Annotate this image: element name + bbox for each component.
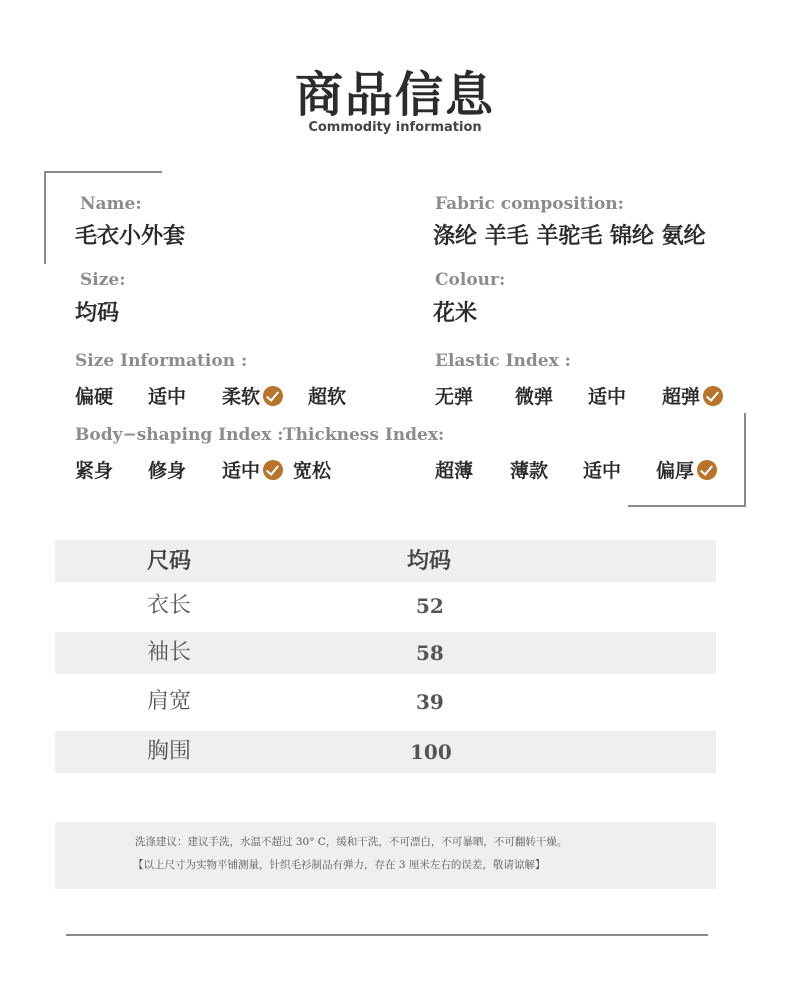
thickness-option: 薄款 bbox=[510, 460, 549, 482]
wash-instructions: 洗涤建议：建议手洗，水温不超过 30° C，缓和干洗，不可漂白，不可暴晒，不可翻转干燥。 bbox=[135, 836, 568, 848]
corner-frame-top-left bbox=[44, 171, 162, 264]
size-info-option: 偏硬 bbox=[75, 386, 114, 408]
table-header-cell: 均码 bbox=[407, 548, 452, 574]
elastic-option: 无弹 bbox=[435, 386, 474, 408]
name-label: Name: bbox=[80, 194, 142, 214]
table-cell-key: 肩宽 bbox=[147, 689, 192, 714]
measurement-disclaimer: 【以上尺寸为实物平铺测量，针织毛衫制品有弹力，存在 3 厘米左右的误差，敬请谅解】 bbox=[133, 859, 546, 871]
elastic-option-selected: 超弹 bbox=[662, 382, 723, 409]
size-info-option: 超软 bbox=[308, 386, 347, 408]
thickness-option: 适中 bbox=[583, 460, 622, 482]
name-value: 毛衣小外套 bbox=[75, 223, 186, 249]
page-title: 商品信息 bbox=[294, 67, 495, 123]
elastic-index-label: Elastic Index : bbox=[435, 351, 571, 371]
table-row bbox=[55, 731, 716, 773]
page-subtitle: Commodity information bbox=[308, 120, 482, 135]
check-icon bbox=[697, 460, 717, 480]
size-info-option: 适中 bbox=[148, 386, 187, 408]
body-shaping-option-selected: 适中 bbox=[222, 456, 283, 483]
thickness-option-selected: 偏厚 bbox=[656, 456, 717, 483]
fabric-value: 涤纶 羊毛 羊驼毛 锦纶 氨纶 bbox=[433, 223, 706, 249]
check-icon bbox=[263, 460, 283, 480]
thickness-index-label: Thickness Index: bbox=[283, 425, 445, 445]
body-shaping-option: 宽松 bbox=[293, 460, 332, 482]
table-header-cell: 尺码 bbox=[147, 548, 192, 574]
body-shaping-index-label: Body−shaping Index : bbox=[75, 425, 284, 445]
table-cell-key: 衣长 bbox=[147, 593, 192, 618]
size-value: 均码 bbox=[75, 300, 120, 326]
colour-value: 花米 bbox=[433, 300, 478, 326]
elastic-option: 微弹 bbox=[515, 386, 554, 408]
table-cell-value: 58 bbox=[416, 641, 444, 665]
bottom-divider bbox=[66, 934, 708, 936]
thickness-option: 超薄 bbox=[435, 460, 474, 482]
table-row bbox=[55, 632, 716, 674]
table-cell-key: 袖长 bbox=[147, 640, 192, 665]
table-cell-value: 100 bbox=[410, 740, 452, 764]
size-label: Size: bbox=[80, 270, 126, 290]
table-cell-value: 52 bbox=[416, 594, 444, 618]
size-info-option-selected: 柔软 bbox=[222, 382, 283, 409]
table-row bbox=[55, 585, 716, 627]
size-information-label: Size Information : bbox=[75, 351, 248, 371]
check-icon bbox=[703, 386, 723, 406]
body-shaping-option: 修身 bbox=[148, 460, 187, 482]
table-row bbox=[55, 681, 716, 723]
table-header-row bbox=[55, 540, 716, 582]
check-icon bbox=[263, 386, 283, 406]
table-cell-key: 胸围 bbox=[147, 739, 192, 764]
fabric-label: Fabric composition: bbox=[435, 194, 624, 214]
elastic-option: 适中 bbox=[588, 386, 627, 408]
table-cell-value: 39 bbox=[416, 690, 444, 714]
body-shaping-option: 紧身 bbox=[75, 460, 114, 482]
colour-label: Colour: bbox=[435, 270, 506, 290]
care-notes-box bbox=[55, 822, 716, 889]
